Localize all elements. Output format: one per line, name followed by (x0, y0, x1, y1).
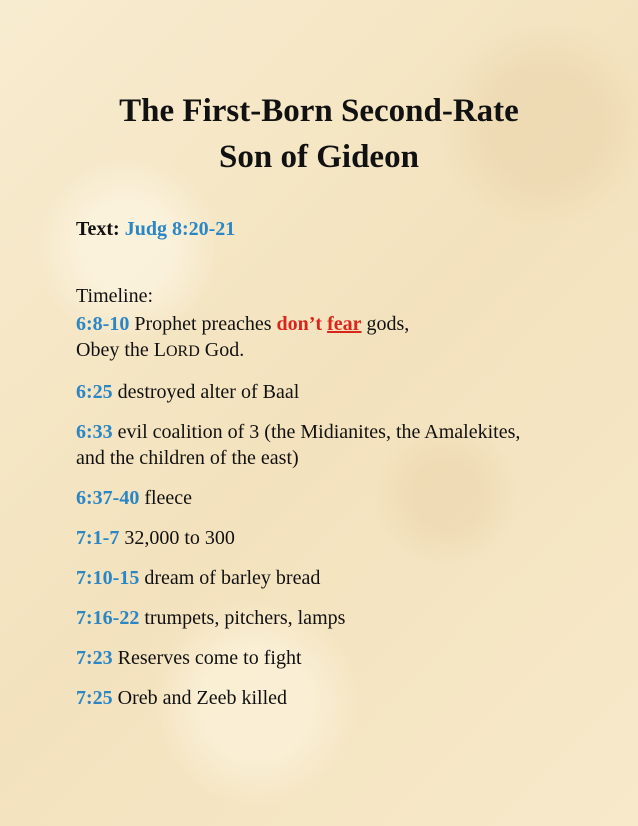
emphasis-fear: fear (327, 313, 362, 335)
entry-text: Oreb and Zeeb killed (112, 687, 288, 709)
timeline-entry (76, 311, 546, 365)
timeline-entry (76, 645, 546, 671)
entry-text: fleece (139, 487, 193, 509)
entry-text: trumpets, pitchers, lamps (139, 607, 346, 629)
entry-reference: 6:33 (76, 421, 113, 443)
timeline-entry (76, 605, 546, 631)
timeline-entry (76, 379, 546, 405)
timeline-entry (76, 565, 546, 591)
title-line-2: Son of Gideon (219, 139, 419, 175)
timeline-entry (76, 685, 546, 711)
entry-text-line2-a: Obey the L (76, 339, 166, 361)
entry-text-smallcaps: ORD (165, 343, 200, 360)
emphasis-dont: don’t (276, 313, 323, 335)
timeline-entry (76, 419, 546, 471)
entry-text: Reserves come to fight (112, 647, 302, 669)
entry-reference: 7:25 (76, 687, 113, 709)
entry-reference: 7:1-7 (76, 527, 120, 549)
entry-reference: 6:25 (76, 381, 113, 403)
text-reference: Judg 8:20-21 (124, 218, 236, 240)
timeline-entry (76, 485, 546, 511)
entry-text: 32,000 to 300 (119, 527, 235, 549)
entry-text: evil coalition of 3 (the Midianites, the Amalekites, and the children of the east) (76, 421, 521, 469)
text-label: Text: (76, 218, 120, 240)
entry-text: dream of barley bread (139, 567, 321, 589)
timeline-entry (76, 525, 546, 551)
timeline-label: Timeline: (76, 285, 154, 307)
entry-text: Prophet preaches (129, 313, 277, 335)
page-title (0, 88, 638, 180)
entry-text: destroyed alter of Baal (112, 381, 300, 403)
entry-reference: 7:10-15 (76, 567, 140, 589)
entry-reference: 7:23 (76, 647, 113, 669)
timeline-list (76, 311, 546, 711)
entry-text-end: gods, (361, 313, 410, 335)
entry-reference: 6:8-10 (76, 313, 130, 335)
title-line-1: The First-Born Second-Rate (119, 93, 519, 129)
scripture-text-line (76, 218, 235, 241)
entry-reference: 7:16-22 (76, 607, 140, 629)
entry-reference: 6:37-40 (76, 487, 140, 509)
entry-text-line2-b: God. (199, 339, 245, 361)
